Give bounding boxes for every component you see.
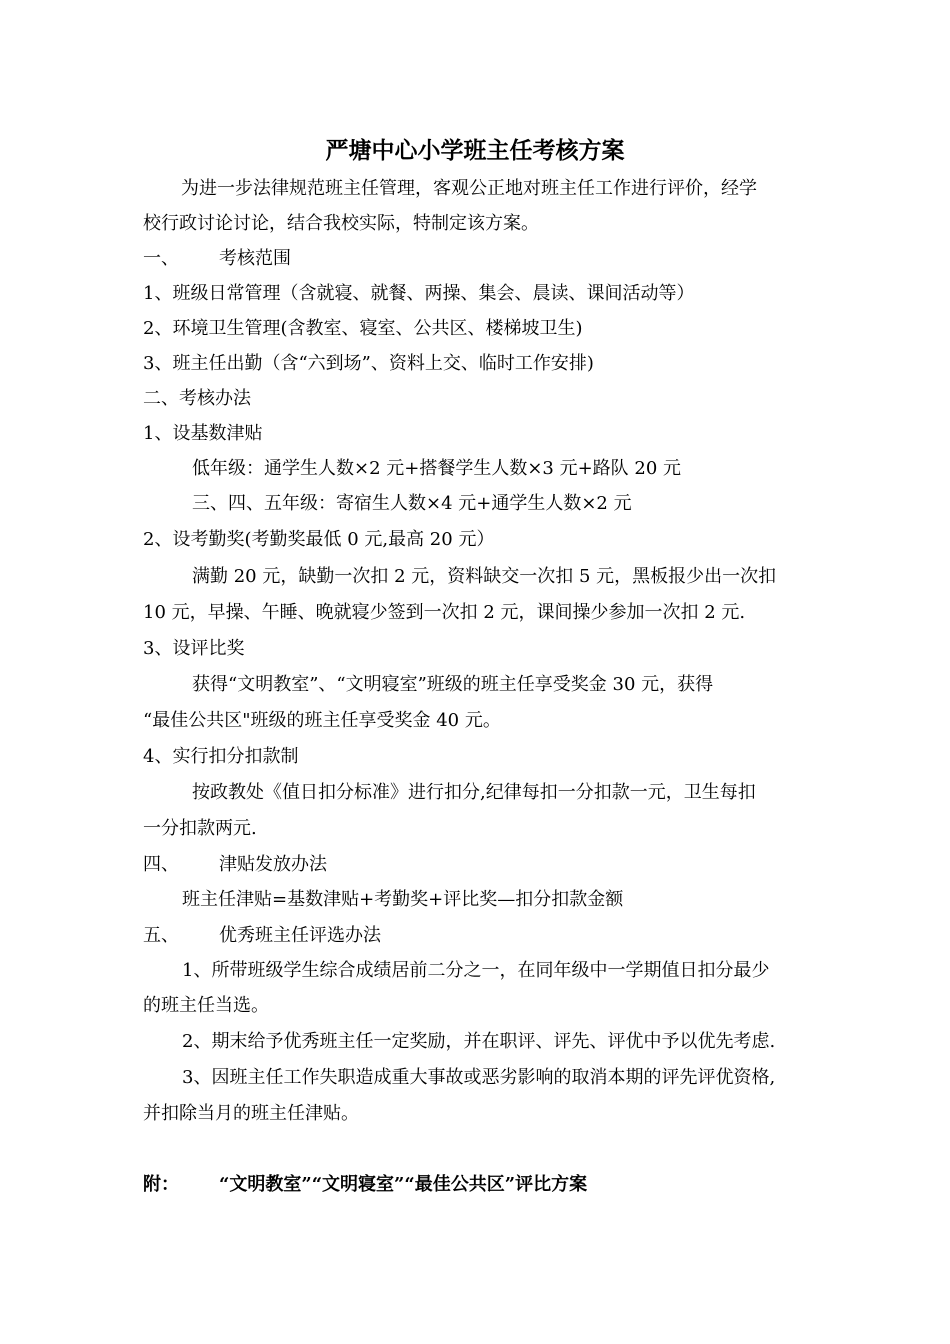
section5-line-4: 3、因班主任工作失职造成重大事故或恶劣影响的取消本期的评先评优资格, (182, 1067, 776, 1088)
section5-line-2: 的班主任当选。 (143, 995, 269, 1016)
section2-heading: 二、考核办法 (143, 388, 251, 409)
section4-title: 津贴发放办法 (219, 854, 327, 875)
document-title: 严塘中心小学班主任考核方案 (325, 137, 625, 164)
section4-number: 四、 (143, 854, 179, 875)
section1-title: 考核范围 (219, 248, 291, 269)
section5-line-5: 并扣除当月的班主任津贴。 (143, 1103, 359, 1124)
section5-heading (143, 925, 381, 947)
section2-sub1-heading: 1、设基数津贴 (143, 423, 263, 444)
section2-sub2-line-2: 10 元，早操、午睡、晚就寝少签到一次扣 2 元，课间操少参加一次扣 2 元. (143, 602, 746, 623)
section2-sub3-line-2: “最佳公共区"班级的班主任享受奖金 40 元。 (143, 710, 501, 731)
section2-sub1-line-2: 三、四、五年级：寄宿生人数×4 元+通学生人数×2 元 (192, 493, 632, 514)
section2-sub4-heading: 4、实行扣分扣款制 (143, 746, 299, 767)
section5-line-1: 1、所带班级学生综合成绩居前二分之一，在同年级中一学期值日扣分最少 (182, 960, 770, 981)
section2-sub2-heading: 2、设考勤奖(考勤奖最低 0 元,最高 20 元） (143, 529, 495, 550)
section2-sub3-line-1: 获得“文明教室”、“文明寝室”班级的班主任享受奖金 30 元，获得 (192, 674, 714, 695)
section1-item-1: 1、班级日常管理（含就寝、就餐、两操、集会、晨读、课间活动等） (143, 283, 695, 304)
section2-sub1-line-1: 低年级：通学生人数×2 元+搭餐学生人数×3 元+路队 20 元 (192, 458, 682, 479)
section1-item-2: 2、环境卫生管理(含教室、寝室、公共区、楼梯坡卫生) (143, 318, 583, 339)
appendix-text: “文明教室”“文明寝室”“最佳公共区”评比方案 (219, 1174, 588, 1195)
intro-line-1: 为进一步法律规范班主任管理，客观公正地对班主任工作进行评价，经学 (181, 178, 757, 199)
section5-number: 五、 (143, 925, 179, 946)
section4-heading (143, 854, 327, 876)
intro-line-2: 校行政讨论讨论，结合我校实际，特制定该方案。 (143, 213, 539, 234)
section2-sub2-line-1: 满勤 20 元，缺勤一次扣 2 元，资料缺交一次扣 5 元，黑板报少出一次扣 (192, 566, 777, 587)
section1-item-3: 3、班主任出勤（含“六到场”、资料上交、临时工作安排) (143, 353, 594, 374)
section1-number: 一、 (143, 248, 179, 269)
section5-title: 优秀班主任评选办法 (219, 925, 381, 946)
section2-sub4-line-1: 按政教处《值日扣分标准》进行扣分,纪律每扣一分扣款一元，卫生每扣 (192, 782, 756, 803)
section1-heading (143, 248, 291, 270)
appendix-line (143, 1174, 587, 1196)
section5-line-3: 2、期末给予优秀班主任一定奖励，并在职评、评先、评优中予以优先考虑. (182, 1031, 776, 1052)
appendix-label: 附： (143, 1174, 179, 1195)
section2-sub4-line-2: 一分扣款两元. (143, 818, 257, 839)
section4-formula: 班主任津贴=基数津贴+考勤奖+评比奖—扣分扣款金额 (182, 889, 624, 910)
section2-sub3-heading: 3、设评比奖 (143, 638, 245, 659)
